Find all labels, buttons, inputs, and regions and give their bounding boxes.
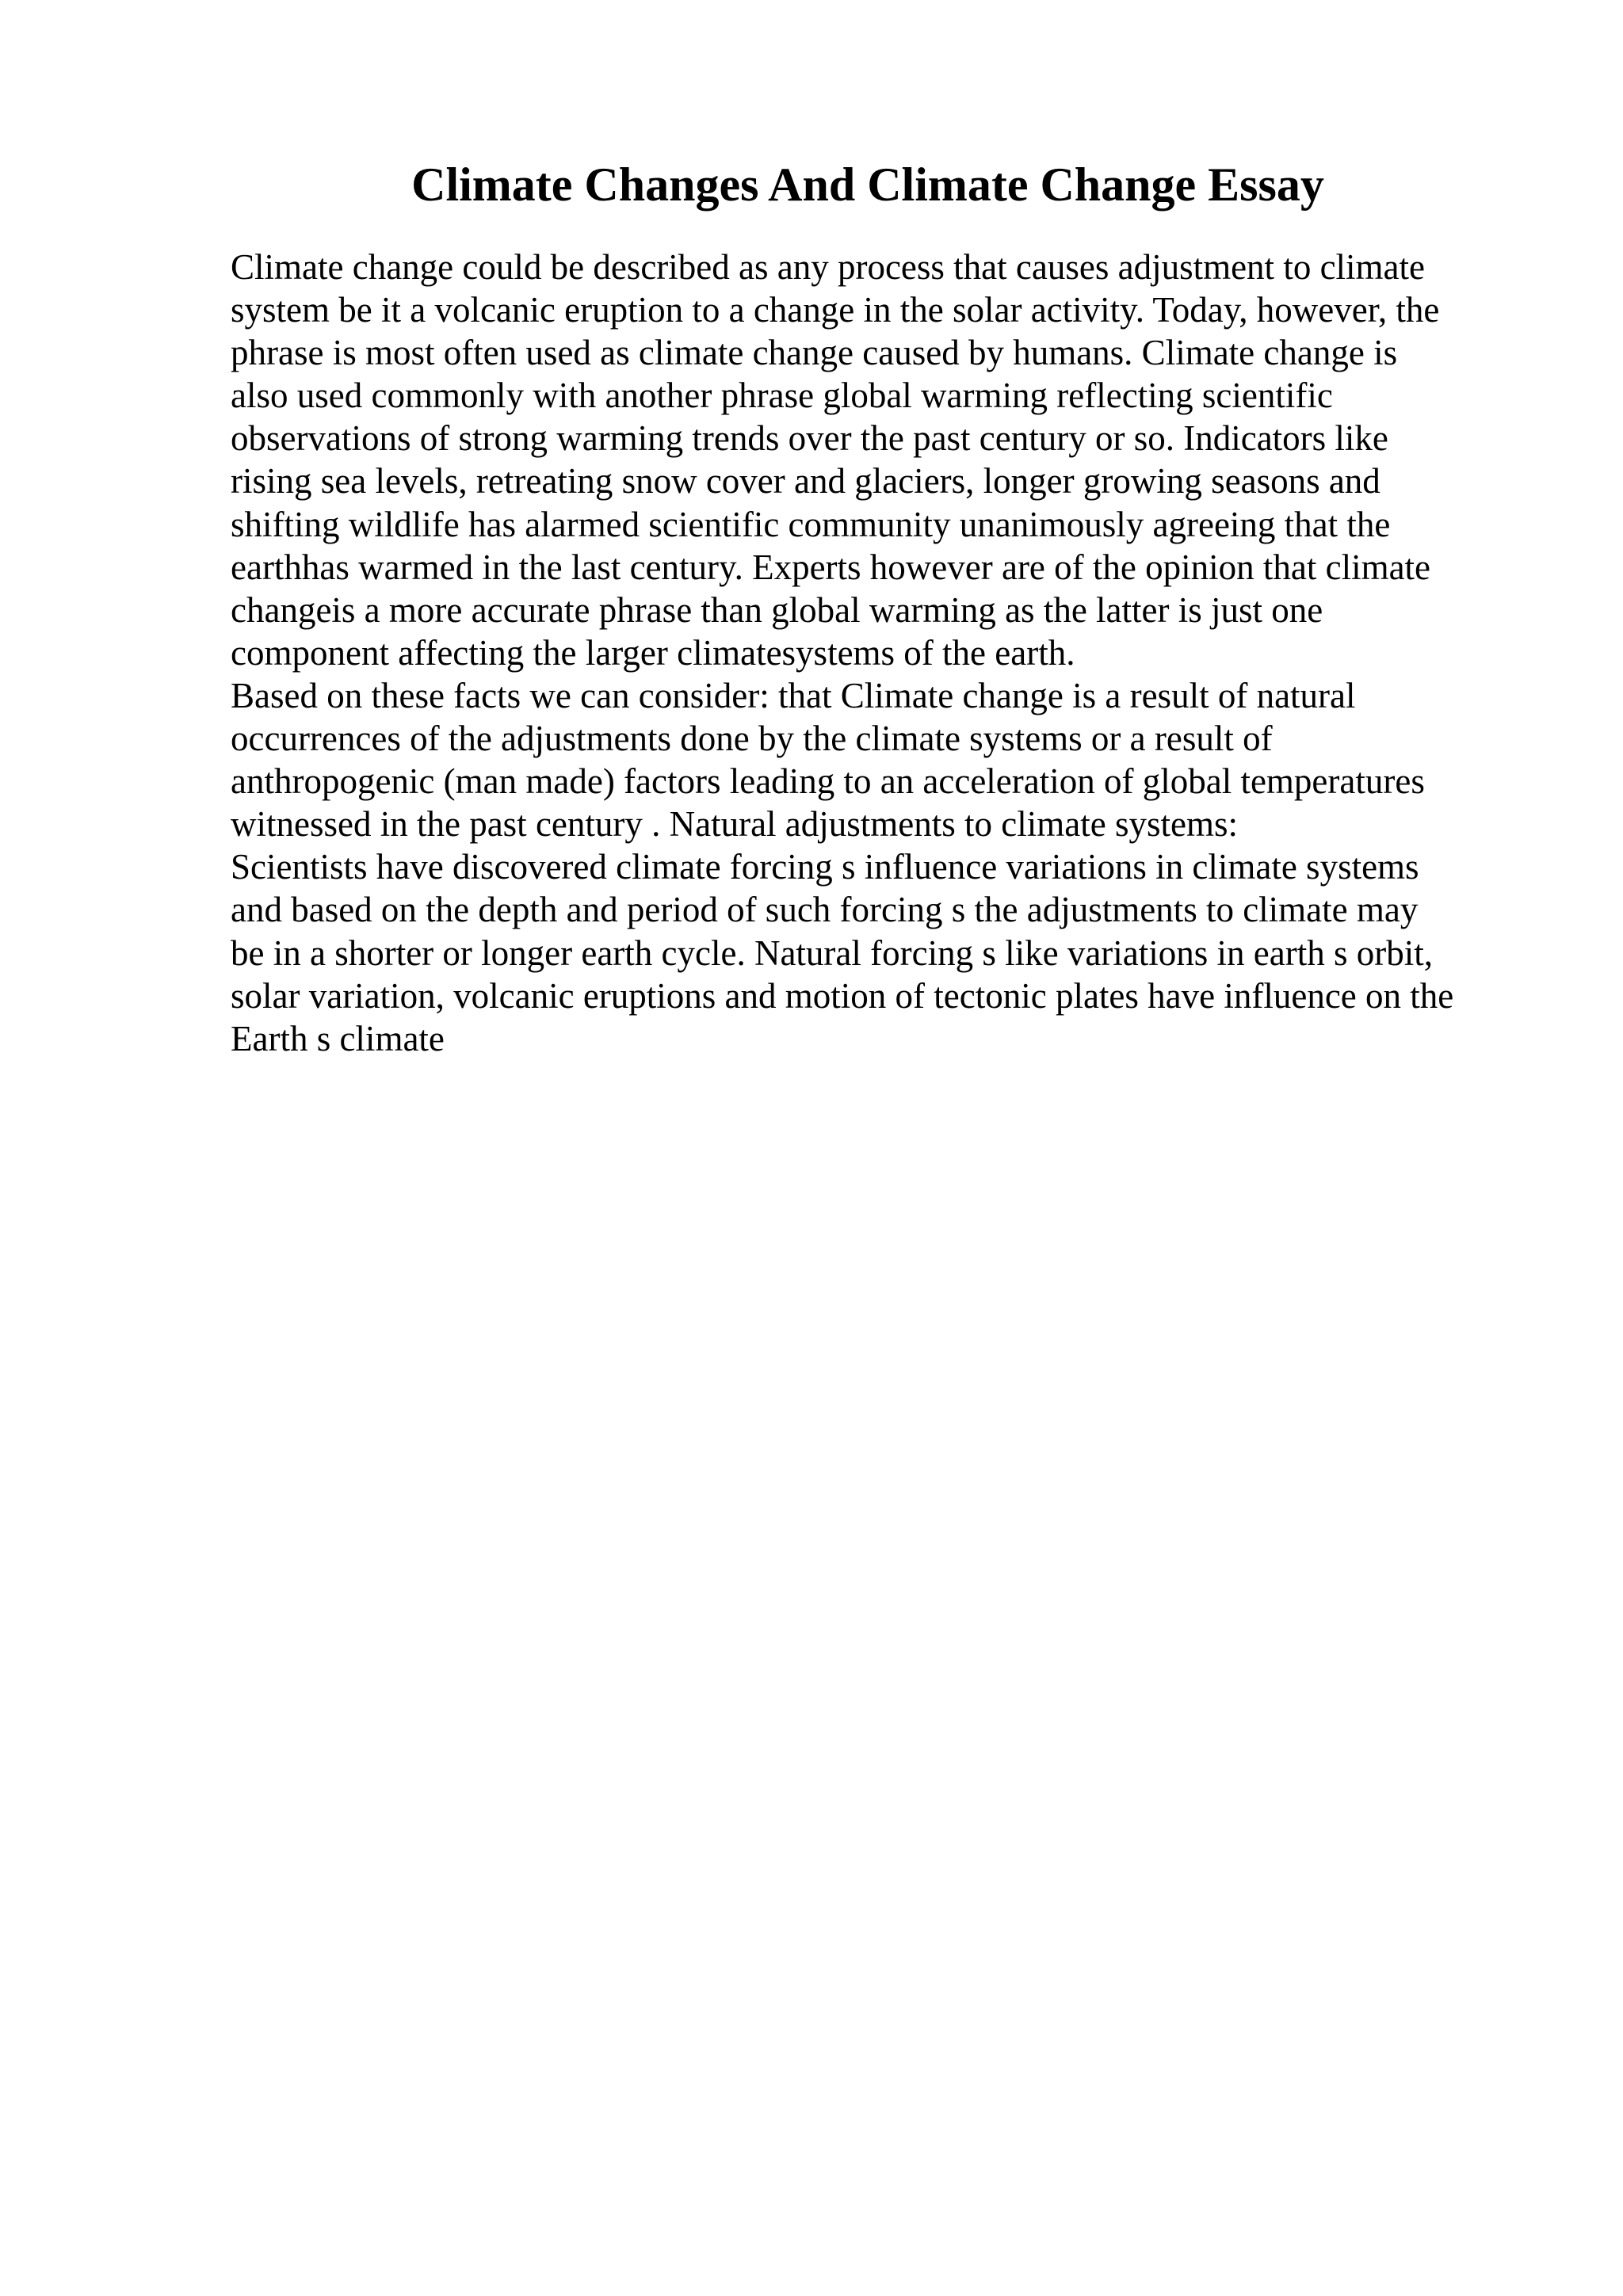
text-line: system be it a volcanic eruption to a change in the solar activity. Today, however, the	[231, 290, 1440, 330]
text-line: shifting wildlife has alarmed scientific community unanimously agreeing that the	[231, 504, 1391, 544]
text-line: Based on these facts we can consider: that Climate change is a result of natural	[231, 675, 1356, 715]
text-line: rising sea levels, retreating snow cover and glaciers, longer growing seasons and	[231, 461, 1381, 502]
text-line: also used commonly with another phrase global warming reflecting scientific	[231, 376, 1333, 416]
text-line: Scientists have discovered climate forcing s influence variations in climate systems	[231, 847, 1419, 887]
text-line: and based on the depth and period of such forcing s the adjustments to climate may	[231, 890, 1419, 930]
text-line: anthropogenic (man made) factors leading to an acceleration of global temperatures	[231, 761, 1425, 802]
document-body	[231, 246, 1594, 1060]
text-line: witnessed in the past century . Natural adjustments to climate systems:	[231, 804, 1238, 845]
text-line: occurrences of the adjustments done by the climate systems or a result of	[231, 719, 1273, 759]
text-line: component affecting the larger climatesystems of the earth.	[231, 632, 1075, 673]
text-line: observations of strong warming trends over the past century or so. Indicators like	[231, 418, 1388, 459]
text-line: earthhas warmed in the last century. Experts however are of the opinion that climate	[231, 547, 1431, 587]
text-line: solar variation, volcanic eruptions and motion of tectonic plates have influence on the	[231, 975, 1454, 1016]
text-line: Climate change could be described as any process that causes adjustment to climate	[231, 247, 1425, 287]
text-line: changeis a more accurate phrase than global warming as the latter is just one	[231, 589, 1323, 630]
text-line: phrase is most often used as climate change caused by humans. Climate change is	[231, 333, 1398, 373]
text-line: be in a shorter or longer earth cycle. Natural forcing s like variations in earth s orbit,	[231, 933, 1433, 973]
text-line: Earth s climate	[231, 1018, 445, 1058]
document-title: Climate Changes And Climate Change Essay	[411, 158, 1324, 211]
